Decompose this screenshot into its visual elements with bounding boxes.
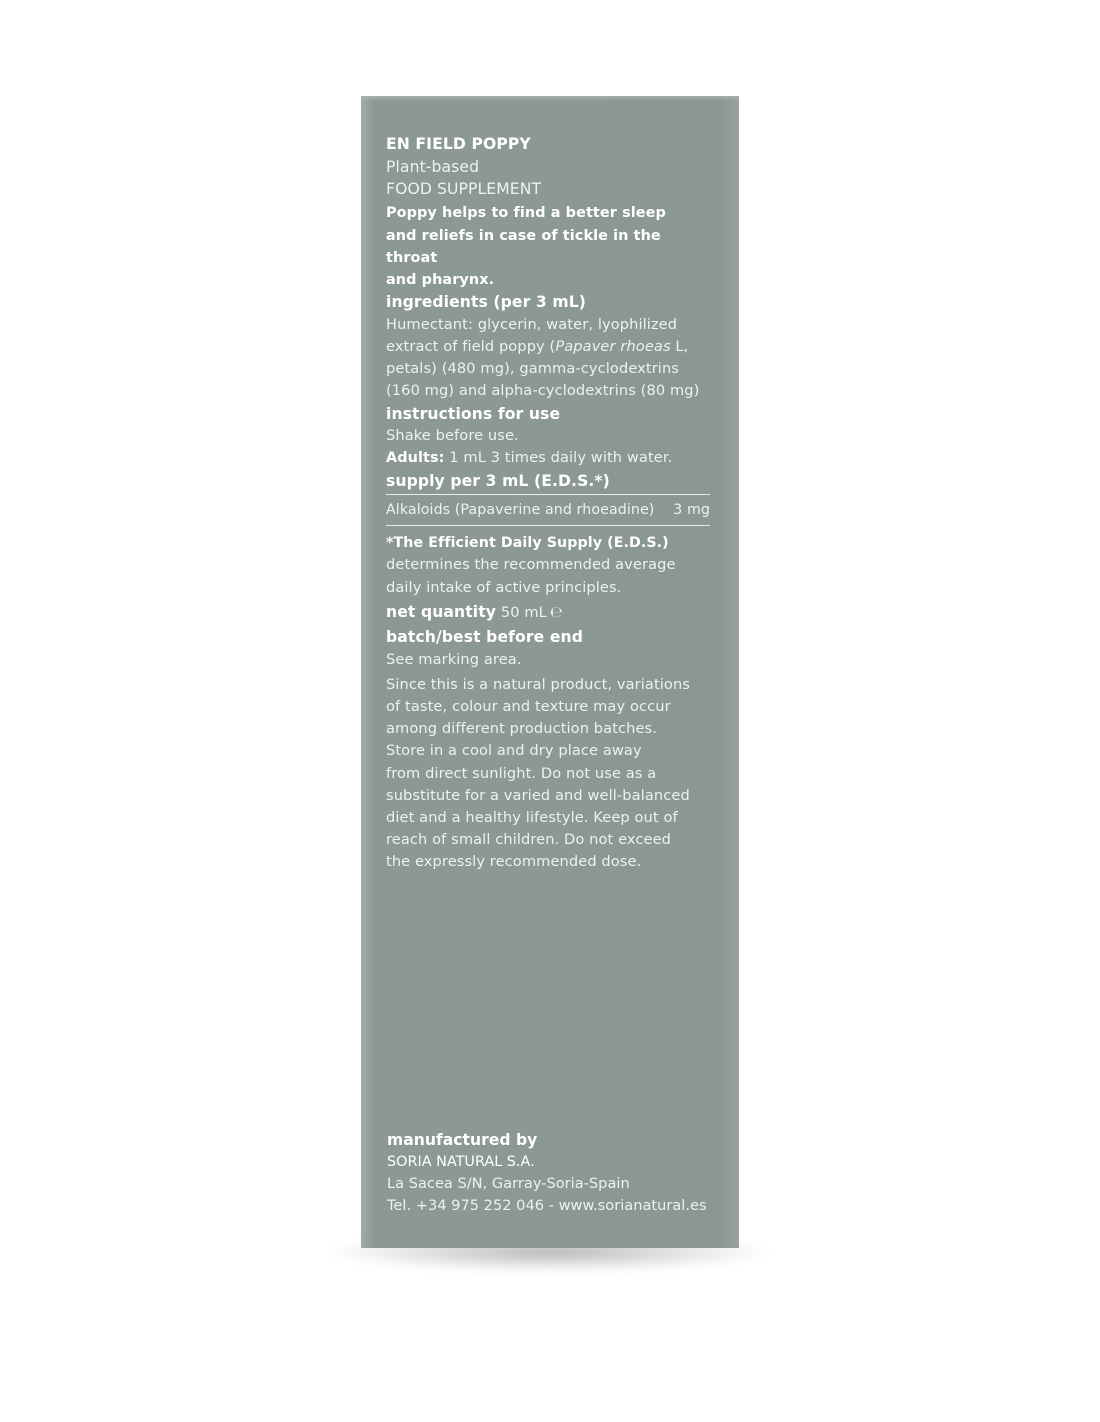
supply-row-label: Alkaloids (Papaverine and rhoeadine) [386, 502, 655, 519]
notice-line7: diet and a healthy lifestyle. Keep out of [386, 809, 678, 827]
ingredients-line2-pre: extract of field poppy ( [386, 338, 556, 356]
notice-line1: Since this is a natural product, variations [386, 675, 690, 693]
notice-line8: reach of small children. Do not exceed [386, 831, 672, 849]
instructions-adults [386, 447, 712, 469]
estimated-sign-icon: ℮ [549, 602, 563, 621]
label-content [386, 132, 712, 874]
instructions-heading: instructions for use [386, 404, 561, 423]
manufacturer-block [387, 1129, 727, 1217]
adults-label: Adults: [386, 450, 445, 467]
product-title: EN FIELD POPPY [386, 135, 531, 153]
notice-line3: among different production batches. [386, 720, 658, 738]
box-top-edge [361, 96, 739, 101]
footnote-line2: determines the recommended average [386, 556, 676, 574]
notice-line2: of taste, colour and texture may occur [386, 698, 671, 716]
ingredients-line3: petals) (480 mg), gamma-cyclodextrins [386, 360, 680, 378]
net-quantity-label: net quantity [386, 602, 497, 621]
ingredients-line4: (160 mg) and alpha-cyclodextrins (80 mg) [386, 382, 700, 400]
notice-line6: substitute for a varied and well-balanced [386, 786, 690, 804]
instructions-line1: Shake before use. [386, 427, 519, 445]
batch-heading: batch/best before end [386, 628, 583, 647]
manufacturer-address: La Sacea S/N, Garray-Soria-Spain [387, 1175, 630, 1192]
product-description-line2: and reliefs in case of tickle in the throat [386, 227, 661, 266]
product-subtitle-line2: FOOD SUPPLEMENT [386, 180, 542, 199]
manufacturer-name: SORIA NATURAL S.A. [387, 1154, 535, 1170]
product-description-line1: Poppy helps to find a better sleep [386, 205, 666, 222]
supply-heading: supply per 3 mL (E.D.S.*) [386, 471, 610, 490]
product-description-line3: and pharynx. [386, 272, 495, 289]
net-quantity-value: 50 mL [496, 603, 547, 621]
ingredients-line1: Humectant: glycerin, water, lyophilized [386, 315, 678, 333]
footnote-line3: daily intake of active principles. [386, 578, 622, 596]
ingredients-line2-post: L, [670, 338, 689, 356]
eds-footnote [386, 532, 712, 599]
notice-line4: Store in a cool and dry place away [386, 742, 642, 760]
notice-line5: from direct sunlight. Do not use as a [386, 764, 657, 782]
adults-text: 1 mL 3 times daily with water. [444, 449, 673, 467]
footnote-line1: *The Efficient Daily Supply (E.D.S.) [386, 535, 669, 552]
supply-row-value: 3 mg [673, 502, 710, 519]
ingredients-line2 [386, 336, 712, 358]
batch-line1: See marking area. [386, 650, 522, 668]
manufacturer-heading: manufactured by [387, 1131, 538, 1149]
ingredients-heading: ingredients (per 3 mL) [386, 293, 586, 312]
manufacturer-contact: Tel. +34 975 252 046 - www.sorianatural.es [387, 1197, 707, 1214]
ingredients-latin-name: Papaver rhoeas [555, 338, 671, 356]
net-quantity [386, 601, 712, 624]
supply-table-row [386, 494, 710, 526]
notice-line9: the expressly recommended dose. [386, 853, 642, 871]
product-subtitle-line1: Plant-based [386, 158, 480, 176]
product-box-side-panel [361, 96, 739, 1248]
